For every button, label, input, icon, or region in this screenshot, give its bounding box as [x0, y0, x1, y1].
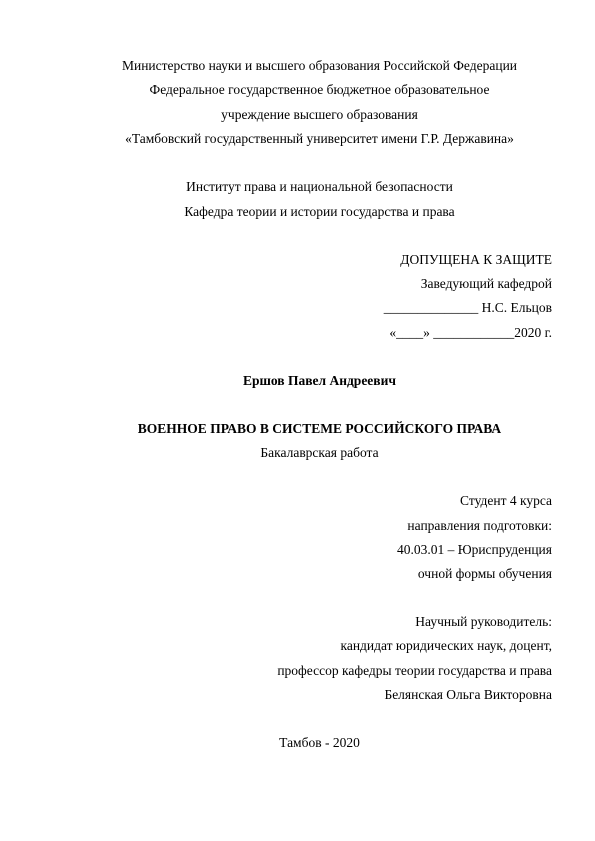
supervisor-position: профессор кафедры теории государства и права — [277, 663, 552, 678]
student-direction-label: направления подготовки: — [407, 518, 552, 533]
university-line: «Тамбовский государственный университет имени Г.Р. Державина» — [125, 131, 514, 146]
approval-signature: ______________ Н.С. Ельцов — [383, 300, 552, 315]
student-form: очной формы обучения — [417, 566, 552, 581]
approval-date: «____» ____________2020 г. — [389, 325, 552, 340]
ministry-line: Министерство науки и высшего образования Российской Федерации — [121, 58, 518, 73]
supervisor-degree: кандидат юридических наук, доцент, — [340, 638, 552, 653]
institute-line: Институт права и национальной безопасности — [186, 179, 453, 194]
student-course: Студент 4 курса — [460, 493, 552, 508]
work-type: Бакалаврская работа — [260, 445, 379, 460]
chair-line: Кафедра теории и истории государства и права — [184, 204, 455, 219]
approval-role: Заведующий кафедрой — [420, 276, 552, 291]
footer-city-year: Тамбов - 2020 — [279, 735, 360, 750]
author-name: Ершов Павел Андреевич — [242, 373, 396, 388]
federal-line: Федеральное государственное бюджетное образовательное — [149, 82, 490, 97]
work-title: ВОЕННОЕ ПРАВО В СИСТЕМЕ РОССИЙСКОГО ПРАВА — [137, 421, 502, 436]
supervisor-name: Белянская Ольга Викторовна — [384, 687, 552, 702]
approval-title: ДОПУЩЕНА К ЗАЩИТЕ — [400, 252, 552, 267]
supervisor-label: Научный руководитель: — [415, 614, 552, 629]
student-direction: 40.03.01 – Юриспруденция — [396, 542, 552, 557]
institution-line: учреждение высшего образования — [221, 107, 418, 122]
